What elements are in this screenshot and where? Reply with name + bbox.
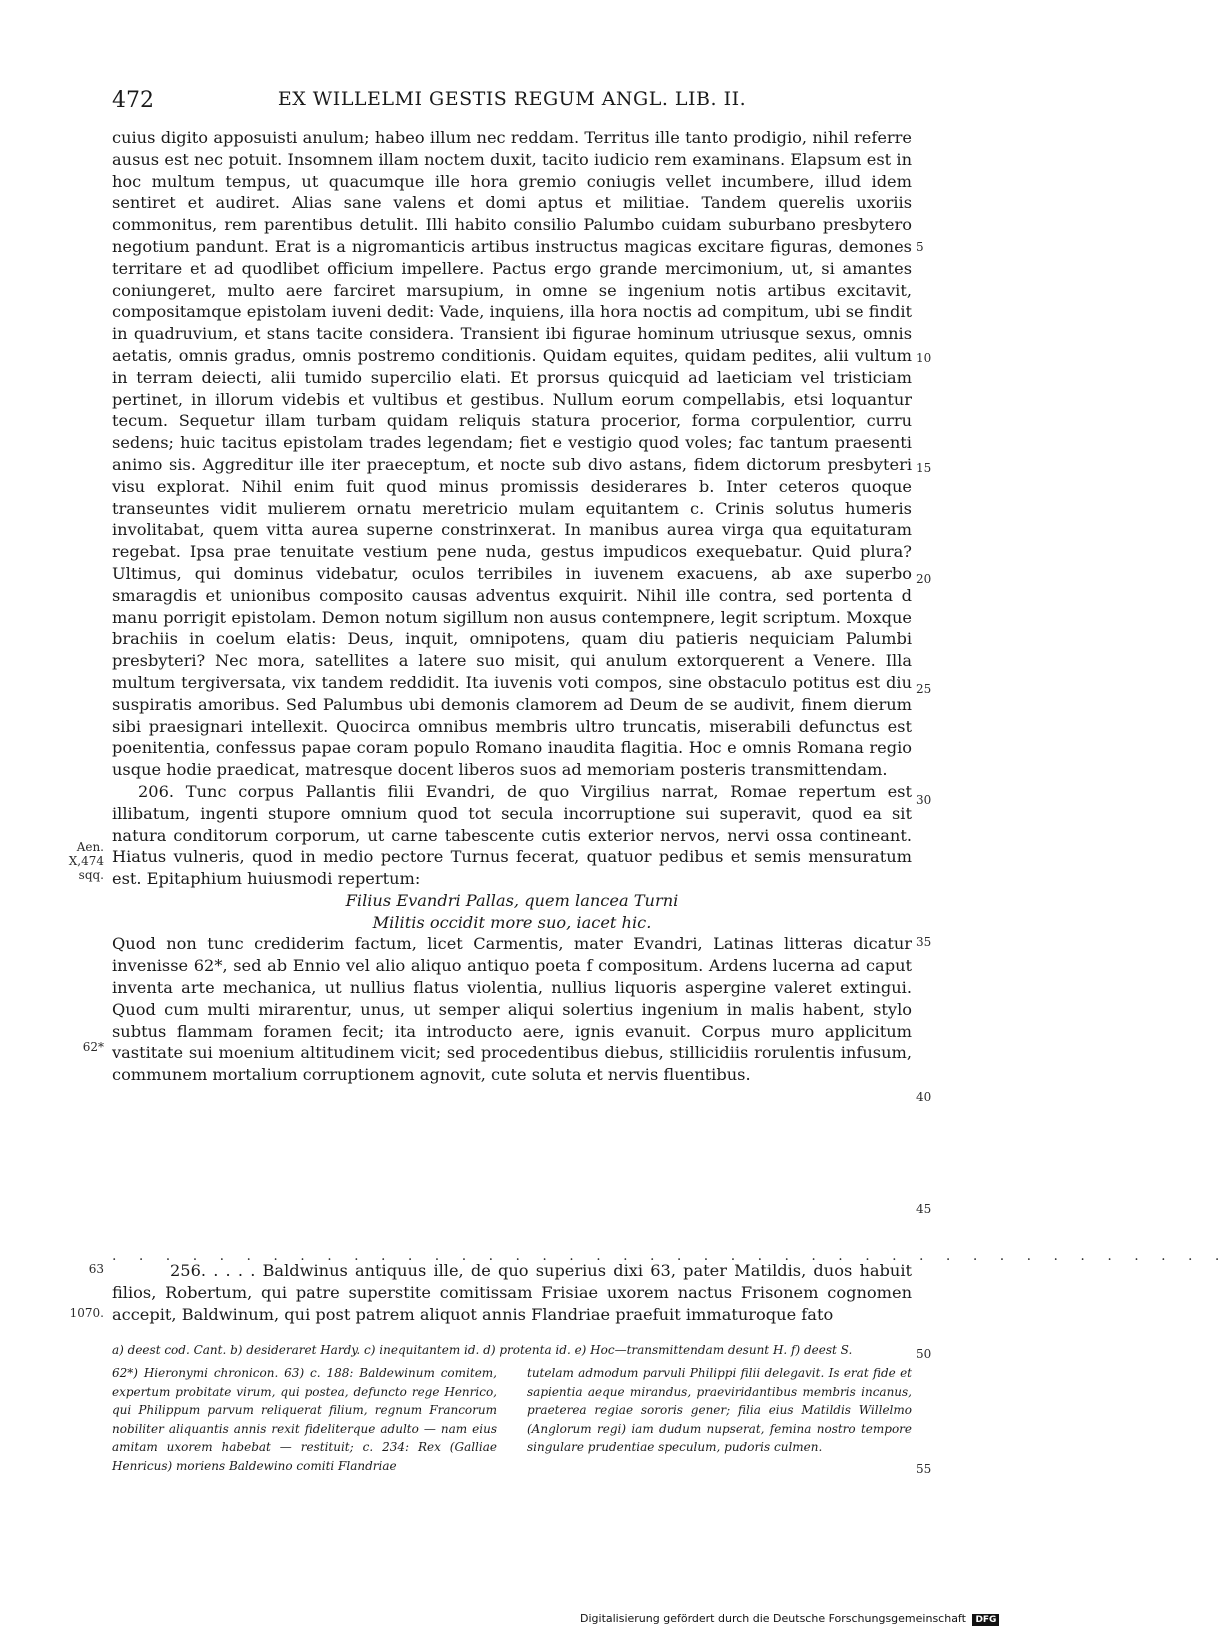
line-number: 30 xyxy=(916,793,932,807)
paragraph-256: 256. . . . . Baldwinus antiquus ille, de quo superius dixi 63, pater Matildis, duos habuit filios, Robertum, qui patre superstite comitissam Frisiae uxorem nactus Frisonem cognomen accepit, Baldwinum, qui post patrem aliquot annis Flandriae praefuit immaturoque fato xyxy=(112,1261,912,1324)
running-title: EX WILLELMI GESTIS REGUM ANGL. LIB. II. xyxy=(277,88,747,110)
line-number: 25 xyxy=(916,682,932,696)
line-number: 15 xyxy=(916,461,932,475)
page-header xyxy=(112,88,912,118)
line-number: 50 xyxy=(916,1347,932,1361)
footnote-column-right: tutelam admodum parvuli Philippi filii delegavit. Is erat fide et sapientia aeque mirandus, praeviridantibus membris incanus, praeterea regiae sororis gener; filia eius Matildis Willelmo (Anglorum regi) iam dudum nupserat, femina nostro tempore singulare prudentiae speculum, pudoris culmen. xyxy=(527,1366,912,1455)
footnotes xyxy=(112,1364,912,1476)
page-number: 472 xyxy=(112,88,154,113)
paragraph-206: 206. Tunc corpus Pallantis filii Evandri, de quo Virgilius narrat, Romae repertum est illibatum, ingenti stupore omnium quod tot secula incorruptione sui superavit, quod ea sit natura conditorum corporum, ut carne tabescente cutis exterior nervos, nervi ossa contineant. Hiatus vulneris, quod in medio pectore Turnus fecerat, quatuor pedibus et semis mensuratum est. Epitaphium huiusmodi repertum: xyxy=(112,781,912,889)
margin-note-year: 1070. xyxy=(69,1306,104,1320)
paragraph: Quod non tunc crediderim factum, licet Carmentis, mater Evandri, Latinas litteras dicatur invenisse 62*, sed ab Ennio vel alio aliquo antiquo poeta f compositum. Ardens lucerna ad caput inventa arte mechanica, ut nullius flatus violentia, nullius liquoris aspergine valeret extingui. Quod cum multi mirarentur, unus, ut semper aliqui solertius ingenium in malis habent, stylo subtus flammam foramen fecit; ita introducto aere, ignis evanuit. Corpus muro applicitum vastitate sui moenium altitudinem vicit; sed procedentibus diebus, stillicidiis rorulentis infusum, communem mortalium corruptionem agnovit, cute soluta et nervis fluentibus. xyxy=(112,934,912,1085)
main-text xyxy=(112,127,912,1086)
line-number: 5 xyxy=(916,240,924,254)
dfg-logo: DFG xyxy=(972,1614,999,1626)
line-number: 20 xyxy=(916,572,932,586)
credit-text: Digitalisierung gefördert durch die Deutsche Forschungsgemeinschaft xyxy=(580,1612,966,1625)
digitization-credit xyxy=(580,1612,999,1626)
margin-note-aeneid: Aen. X,474 sqq. xyxy=(68,840,104,882)
margin-note-62: 62* xyxy=(82,1040,104,1054)
margin-note-63: 63 xyxy=(88,1262,104,1276)
line-number: 45 xyxy=(916,1202,932,1216)
line-number: 35 xyxy=(916,935,932,949)
epitaph-verse-1: Filius Evandri Pallas, quem lancea Turni xyxy=(345,890,679,910)
paragraph: cuius digito apposuisti anulum; habeo illum nec reddam. Territus ille tanto prodigio, nihil referre ausus est nec potuit. Insomnem illam noctem duxit, tacito iudicio rem examinans. Elapsum est in hoc multum tempus, ut quacumque ille hora gremio coniugis vellet incumbere, illud idem sentiret et audiret. Alias sane valens et domi aptus et militiae. Tandem querelis uxoriis commonitus, rem parentibus detulit. Illi habito consilio Palumbo cuidam suburbano presbytero negotium pandunt. Erat is a nigromanticis artibus instructus magicas excitare figuras, demones territare et ad quodlibet officium impellere. Pactus ergo grande mercimonium, ut, si amantes coniungeret, multo aere farciret marsupium, in omne se ingenium notis artibus excitavit, compositamque epistolam iuveni dedit: Vade, inquiens, illa hora noctis ad compitum, ubi se findit in quadruvium, et stans tacite considera. Transient ibi figurae hominum utriusque sexus, omnis aetatis, omnis gradus, omnis postremo conditionis. Quidam equites, quidam pedites, alii vultum in terram deiecti, alii tumido supercilio elati. Et prorsus quicquid ad laeticiam vel tristiciam pertinet, in illorum videbis et vultibus et gestibus. Nullum eorum compellabis, etsi loquantur tecum. Sequetur illam turbam quidam reliquis statura procerior, forma corpulentior, curru sedens; huic tacitus epistolam trades legendam; fiet e vestigio quod voles; fac tantum praesenti animo sis. Aggreditur ille iter praeceptum, et nocte sub divo astans, fidem dictorum presbyteri visu explorat. Nihil enim fuit quod minus promissis desiderares b. Inter ceteros quoque transeuntes vidit mulierem ornatu meretricio mulam equitantem c. Crinis solutus humeris involitabat, quem vitta aurea superne constrinxerat. In manibus aurea virga qua equitaturam regebat. Ipsa prae tenuitate vestium pene nuda, gestus impudicos exequebatur. Quid plura? Ultimus, qui dominus videbatur, oculos terribiles in iuvenem exacuens, ab axe superbo smaragdis et unionibus composito causas adventus exquirit. Nihil ille contra, sed portenta d manu porrigit epistolam. Demon notum sigillum non ausus contempnere, legit scriptum. Moxque brachiis in coelum elatis: Deus, inquit, omnipotens, quam diu patieris nequiciam Palumbi presbyteri? Nec mora, satellites a latere suo misit, qui anulum extorquerent a Venere. Illa multum tergiversata, vix tandem reddidit. Ita iuvenis voti compos, sine obstaculo potitus est diu suspiratis amoribus. Sed Palumbus ubi demonis clamorem ad Deum de se audivit, finem dierum sibi praesignari intellexit. Quocirca omnibus membris ultro truncatis, miserabili defunctus est poenitentia, confessus papae coram populo Romano inaudita flagitia. Hoc e omnis Romana regio usque hodie praedicat, matresque docent liberos suos ad memoriam posteris transmittendam. xyxy=(112,128,912,780)
footnote-column-left: 62*) Hieronymi chronicon. 63) c. 188: Baldewinum comitem, expertum probitate virum, qui postea, defuncto rege Henrico, qui Philippum parvum reliquerat filium, regnum Francorum nobiliter aliquantis annis rexit fideliterque adulto — nam eius amitam uxorem habebat — restituit; c. 234: Rex (Galliae Henricus) moriens Baldewino comiti Flandriae xyxy=(112,1366,497,1473)
line-number: 55 xyxy=(916,1462,932,1476)
variant-readings: a) deest cod. Cant. b) desideraret Hardy. c) inequitantem id. d) protenta id. e) Hoc—transmittendam desunt H. f) deest S. xyxy=(112,1343,853,1357)
line-number: 10 xyxy=(916,351,932,365)
line-number: 40 xyxy=(916,1090,932,1104)
epitaph-verse-2: Militis occidit more suo, iacet hic. xyxy=(372,912,652,932)
omission-dots: . . . . . . . . . . . . . . . . . . . . . . . . . . . . . . . . . . . . . . . . . . xyxy=(112,1248,1228,1264)
